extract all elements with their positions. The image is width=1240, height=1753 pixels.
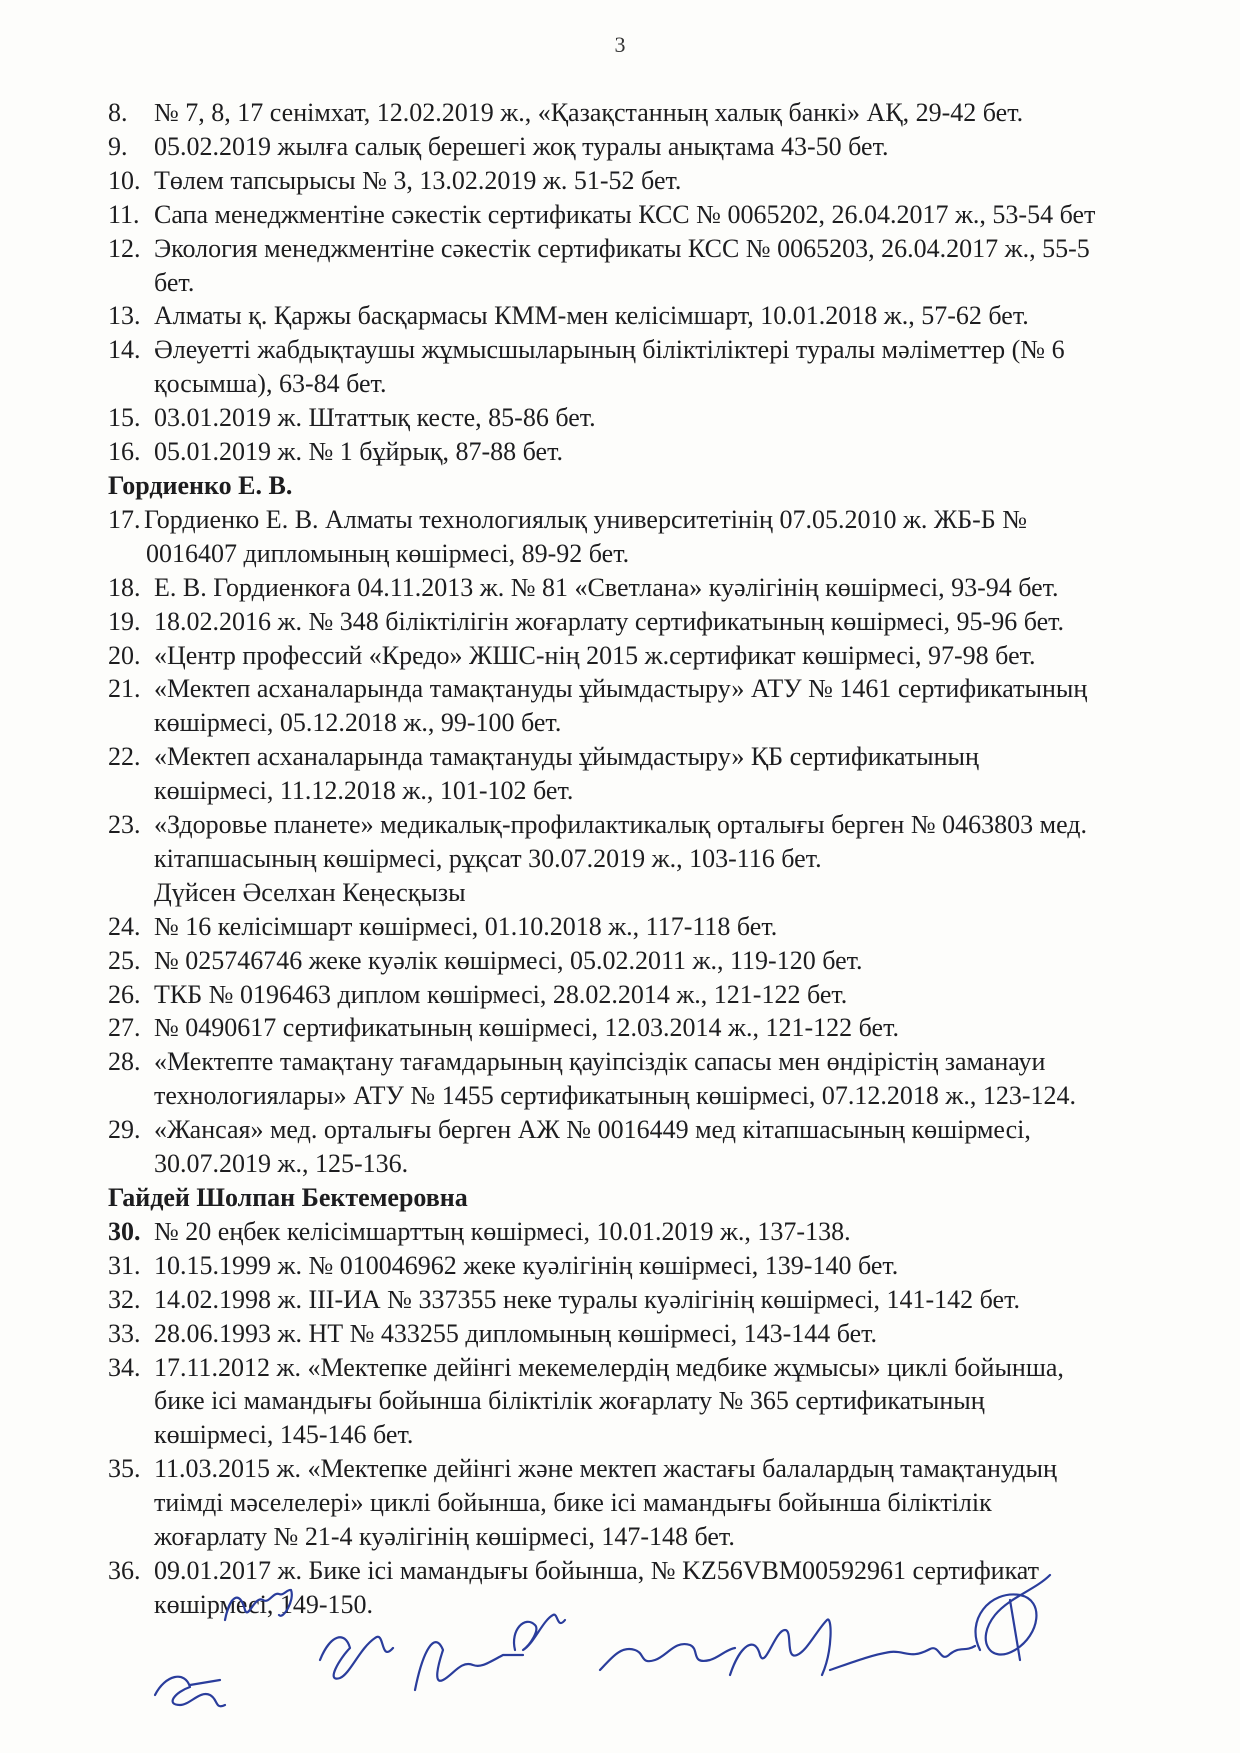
list-item [108,672,1218,706]
signature-9 [976,1575,1050,1660]
list-item [108,978,1218,1012]
signature-scribbles [130,1450,1180,1740]
signatures [130,1450,1180,1740]
list-text: 09.01.2017 ж. Бике ісі мамандығы бойынша, № KZ56VBM00592961 сертификат [154,1555,1040,1585]
list-text-continuation: 30.07.2019 ж., 125-136. [154,1149,409,1179]
list-text: «Жансая» мед. орталығы берген АЖ № 0016449 мед кітапшасының көшірмесі, [154,1115,1031,1145]
list-number: 32. [108,1284,141,1314]
list-number: 9. [108,131,128,161]
list-text: 11.03.2015 ж. «Мектепке дейінгі және мектеп жастағы балалардың тамақтанудың [154,1454,1057,1484]
list-text-continuation: көшірмесі, 05.12.2018 ж., 99-100 бет. [154,708,562,738]
list-item [108,96,1218,130]
signature-2 [155,1677,225,1707]
document-list-part-2 [108,503,1218,876]
list-number: 31. [108,1250,141,1280]
list-number: 12. [108,233,141,263]
list-text-continuation: 0016407 дипломының көшірмесі, 89-92 бет. [146,538,630,568]
list-text: 05.02.2019 жылға салық берешегі жоқ туралы анықтама 43-50 бет. [154,131,889,161]
list-number: 22. [108,742,141,772]
section-heading: Гайдей Шолпан Бектемеровна [108,1183,468,1212]
list-number: 28. [108,1047,141,1077]
list-number: 19. [108,606,141,636]
list-item [108,164,1218,198]
list-number: 34. [108,1352,141,1382]
list-number: 24. [108,911,141,941]
list-text: «Мектеп асханаларында тамақтануды ұйымдастыру» АТУ № 1461 сертификатының [154,674,1088,704]
page-number: 3 [614,32,626,57]
list-item [108,198,1218,232]
list-text: «Здоровье планете» медикалық-профилактикалық орталығы берген № 0463803 мед. [154,810,1088,840]
list-item [108,639,1218,673]
list-text: № 20 еңбек келісімшарттың көшірмесі, 10.01.2019 ж., 137-138. [154,1216,851,1246]
list-number: 35. [108,1454,141,1484]
list-text: Е. В. Гордиенкоға 04.11.2013 ж. № 81 «Светлана» куәлігінің көшірмесі, 93-94 бет. [154,572,1059,602]
list-number: 15. [108,403,141,433]
list-item [108,1351,1218,1385]
list-number: 13. [108,301,141,331]
list-number: 21. [108,674,141,704]
list-number: 23. [108,810,141,840]
section-heading: Гордиенко Е. В. [108,470,293,500]
list-item [108,910,1218,944]
signature-3 [320,1637,393,1679]
list-text-continuation: қосымша), 63-84 бет. [154,369,387,399]
list-item [108,503,1218,537]
list-item [108,740,1218,774]
list-item [108,1011,1218,1045]
list-text: 17.11.2012 ж. «Мектепке дейінгі мекемелердің медбике жұмысы» циклі бойынша, [154,1352,1064,1382]
list-number: 27. [108,1013,141,1043]
list-item [108,808,1218,842]
list-number: 8. [108,98,128,127]
list-number: 29. [108,1115,141,1145]
list-text-continuation: кітапшасының көшірмесі, рұқсат 30.07.2019 ж., 103-116 бет. [154,843,822,873]
list-text-continuation: көшірмесі, 149-150. [154,1589,374,1619]
list-number: 30. [108,1216,141,1246]
document-body [108,96,1218,1622]
list-text: 14.02.1998 ж. ІІІ-ИА № 337355 неке туралы куәлігінің көшірмесі, 141-142 бет. [154,1284,1020,1314]
signature-8 [830,1646,975,1670]
list-text: 28.06.1993 ж. НТ № 433255 дипломының көшірмесі, 143-144 бет. [154,1318,878,1348]
list-text: Экология менеджментіне сәкестік сертификаты КСС № 0065203, 26.04.2017 ж., 55-5 [154,233,1090,263]
list-item [108,944,1218,978]
list-text: № 0490617 сертификатының көшірмесі, 12.03.2014 ж., 121-122 бет. [154,1013,899,1043]
list-item [108,605,1218,639]
list-item [108,1283,1218,1317]
person-name: Дүйсен Әселхан Кеңесқызы [154,877,466,907]
list-text: № 025746746 жеке куәлік көшірмесі, 05.02.2011 ж., 119-120 бет. [154,945,863,975]
list-text: 05.01.2019 ж. № 1 бұйрық, 87-88 бет. [154,437,564,467]
list-text: № 16 келісімшарт көшірмесі, 01.10.2018 ж., 117-118 бет. [154,911,778,941]
list-item [108,435,1218,469]
list-number: 14. [108,335,141,365]
list-text: «Центр профессий «Кредо» ЖШС-нің 2015 ж.сертификат көшірмесі, 97-98 бет. [154,640,1036,670]
signature-6 [600,1644,735,1670]
signature-7 [730,1620,831,1675]
list-item [108,1317,1218,1351]
list-number: 20. [108,640,141,670]
list-text: 03.01.2019 ж. Штаттық кесте, 85-86 бет. [154,403,596,433]
list-text-continuation: жоғарлату № 21-4 куәлігінің көшірмесі, 147-148 бет. [154,1522,735,1552]
list-text-continuation: көшірмесі, 11.12.2018 ж., 101-102 бет. [154,776,574,806]
list-text-continuation: технологиялары» АТУ № 1455 сертификатының көшірмесі, 07.12.2018 ж., 123-124. [154,1081,1077,1111]
list-text: Алматы қ. Қаржы басқармасы КММ-мен келісімшарт, 10.01.2018 ж., 57-62 бет. [154,301,1029,331]
list-text: Әлеуетті жабдықтаушы жұмысшыларының біліктіліктері туралы мәліметтер (№ 6 [154,335,1065,365]
list-item [108,130,1218,164]
list-number: 10. [108,165,141,195]
list-text-continuation: бет. [154,267,195,297]
list-text-continuation: тиімді мәселелері» циклі бойынша, бике ісі мамандығы бойынша біліктілік [154,1488,992,1518]
signature-4 [415,1642,523,1690]
list-number: 36. [108,1555,141,1585]
list-number: 16. [108,437,141,467]
list-text: «Мектеп асханаларында тамақтануды ұйымдастыру» ҚБ сертификатының [154,742,979,772]
list-text: Гордиенко Е. В. Алматы технологиялық университетінің 07.05.2010 ж. ЖБ-Б № [144,504,1028,534]
list-text-continuation: бике ісі мамандығы бойынша біліктілік жоғарлату № 365 сертификатының [154,1386,985,1416]
document-list-part-3 [108,910,1218,1181]
list-number: 17. [108,504,141,534]
list-number: 11. [108,199,140,229]
list-number: 18. [108,572,141,602]
list-text: ТКБ № 0196463 диплом көшірмесі, 28.02.2014 ж., 121-122 бет. [154,979,848,1009]
signature-5 [514,1615,565,1650]
signature-1 [225,1590,292,1620]
list-text: 10.15.1999 ж. № 010046962 жеке куәлігінің көшірмесі, 139-140 бет. [154,1250,899,1280]
list-item [108,1045,1218,1079]
list-item [108,571,1218,605]
list-text: № 7, 8, 17 сенімхат, 12.02.2019 ж., «Қазақстанның халық банкі» АҚ, 29-42 бет. [154,98,1024,127]
list-item [108,1113,1218,1147]
list-item [108,401,1218,435]
list-text-continuation: көшірмесі, 145-146 бет. [154,1420,414,1450]
list-item [108,232,1218,266]
list-text: «Мектепте тамақтану тағамдарының қауіпсіздік сапасы мен өндірістің заманауи [154,1047,1046,1077]
list-item [108,1249,1218,1283]
list-text: Төлем тапсырысы № 3, 13.02.2019 ж. 51-52 бет. [154,165,682,195]
list-text: Сапа менеджментіне сәкестік сертификаты КСС № 0065202, 26.04.2017 ж., 53-54 бет [154,199,1096,229]
list-item [108,299,1218,333]
list-item [108,333,1218,367]
list-text: 18.02.2016 ж. № 348 біліктілігін жоғарлату сертификатының көшірмесі, 95-96 бет. [154,606,1065,636]
list-number: 33. [108,1318,141,1348]
list-number: 25. [108,945,141,975]
list-item [108,1215,1218,1249]
document-list-part-1 [108,96,1218,469]
list-number: 26. [108,979,141,1009]
